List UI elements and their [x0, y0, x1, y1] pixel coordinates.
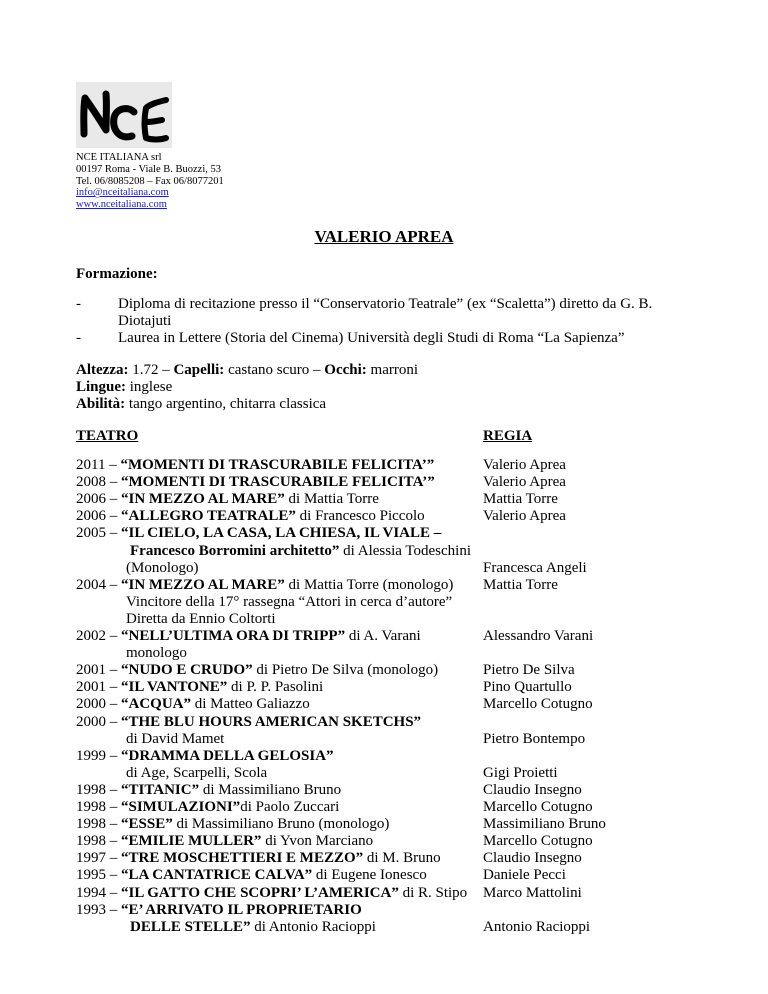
entry-director: Mattia Torre: [483, 491, 558, 507]
entry-year: 2001 –: [76, 679, 121, 695]
teatro-entry: [126, 560, 199, 577]
altezza-label: Altezza:: [76, 362, 129, 378]
entry-year: 2006 –: [76, 491, 121, 507]
entry-director: Marco Mattolini: [483, 885, 582, 901]
entry-year: 2005 –: [76, 525, 121, 541]
entry-title: “MOMENTI DI TRASCURABILE FELICITA’”: [120, 457, 435, 473]
entry-year: 2004 –: [76, 577, 121, 593]
abilita-label: Abilità:: [76, 396, 126, 412]
entry-director: Valerio Aprea: [483, 457, 566, 473]
entry-author: di Alessia Todeschini: [339, 543, 471, 559]
teatro-entry: [130, 919, 376, 936]
formazione-item: Diploma di recitazione presso il “Conservatorio Teatrale” (ex “Scaletta”) diretto da G. B.: [118, 296, 653, 312]
entry-author: di Matteo Galiazzo: [191, 696, 310, 712]
entry-author: (Monologo): [126, 560, 199, 576]
entry-author: di Paolo Zuccari: [240, 799, 340, 815]
entry-author: Vincitore della 17° rassegna “Attori in cerca d’autore”: [126, 594, 453, 610]
capelli-label: Capelli:: [173, 362, 225, 378]
entry-year: 1994 –: [76, 885, 121, 901]
formazione-item-cont: Diotajuti: [118, 313, 172, 329]
company-address: 00197 Roma - Viale B. Buozzi, 53: [76, 163, 221, 175]
company-email-link[interactable]: info@nceitaliana.com: [76, 187, 169, 199]
entry-title: “IL CIELO, LA CASA, LA CHIESA, IL VIALE –: [121, 525, 442, 541]
entry-director: Mattia Torre: [483, 577, 558, 593]
entry-author: di Pietro De Silva (monologo): [252, 662, 439, 678]
entry-director: Pino Quartullo: [483, 679, 572, 695]
entry-author: di Massimiliano Bruno (monologo): [172, 816, 390, 832]
lingue-value: inglese: [126, 379, 173, 395]
entry-author: Diretta da Ennio Coltorti: [126, 611, 276, 627]
formazione-heading: Formazione:: [76, 266, 158, 282]
formazione-bullet: -: [76, 296, 81, 312]
entry-director: Gigi Proietti: [483, 765, 558, 781]
entry-director: Marcello Cotugno: [483, 696, 593, 712]
entry-year: 2008 –: [76, 474, 121, 490]
entry-title: “NUDO E CRUDO”: [121, 662, 253, 678]
teatro-entry: [76, 799, 339, 816]
entry-title: “TITANIC”: [121, 782, 200, 798]
teatro-entry: [76, 577, 453, 594]
entry-director: Pietro Bontempo: [483, 731, 586, 747]
entry-director: Daniele Pecci: [483, 867, 566, 883]
company-name: NCE ITALIANA srl: [76, 152, 162, 163]
entry-year: 1995 –: [76, 867, 121, 883]
teatro-entry: [76, 748, 334, 765]
entry-author: monologo: [126, 645, 187, 661]
teatro-entry: [76, 662, 438, 679]
teatro-entry: [126, 611, 276, 628]
entry-title: DELLE STELLE”: [130, 919, 251, 935]
entry-year: 2001 –: [76, 662, 121, 678]
entry-title: “MOMENTI DI TRASCURABILE FELICITA’”: [121, 474, 435, 490]
entry-director: Francesca Angeli: [483, 560, 587, 576]
teatro-entry: [76, 508, 425, 525]
entry-author: di Antonio Racioppi: [250, 919, 376, 935]
entry-title: Francesco Borromini architetto”: [130, 543, 340, 559]
teatro-entry: [126, 731, 224, 748]
entry-director: Claudio Insegno: [483, 782, 582, 798]
teatro-entry: [76, 679, 323, 696]
entry-title: “IL VANTONE”: [121, 679, 228, 695]
teatro-entry: [76, 714, 421, 731]
entry-title: “TRE MOSCHETTIERI E MEZZO”: [121, 850, 364, 866]
entry-author: di Mattia Torre (monologo): [284, 577, 454, 593]
entry-director: Massimiliano Bruno: [483, 816, 606, 832]
entry-author: di M. Bruno: [363, 850, 441, 866]
regia-heading: REGIA: [483, 428, 533, 444]
teatro-entry: [76, 457, 434, 474]
entry-author: di P. P. Pasolini: [227, 679, 324, 695]
entry-title: “E’ ARRIVATO IL PROPRIETARIO: [121, 902, 362, 918]
entry-title: “IN MEZZO AL MARE”: [121, 491, 285, 507]
info-line-physical: [76, 362, 418, 379]
entry-year: 2002 –: [76, 628, 121, 644]
entry-title: “ACQUA”: [121, 696, 191, 712]
entry-title: “NELL’ULTIMA ORA DI TRIPP”: [121, 628, 346, 644]
formazione-item: Laurea in Lettere (Storia del Cinema) Università degli Studi di Roma “La Sapienza”: [118, 330, 625, 346]
entry-author: di Mattia Torre: [284, 491, 379, 507]
entry-director: Antonio Racioppi: [483, 919, 591, 935]
teatro-entry: [76, 782, 341, 799]
nce-logo: [76, 82, 172, 148]
entry-year: 2000 –: [76, 714, 121, 730]
entry-year: 1998 –: [76, 799, 121, 815]
teatro-entry: [76, 696, 310, 713]
teatro-entry: [76, 902, 362, 919]
entry-author: di Francesco Piccolo: [295, 508, 425, 524]
entry-author: di David Mamet: [126, 731, 225, 747]
entry-year: 1997 –: [76, 850, 121, 866]
teatro-entry: [76, 491, 379, 508]
entry-author: di R. Stipo: [398, 885, 468, 901]
entry-title: “LA CANTATRICE CALVA”: [121, 867, 313, 883]
teatro-entry: [76, 850, 441, 867]
entry-director: Valerio Aprea: [483, 508, 566, 524]
entry-year: 1998 –: [76, 782, 121, 798]
entry-title: “EMILIE MULLER”: [121, 833, 262, 849]
entry-title: “IL GATTO CHE SCOPRI’ L’AMERICA”: [121, 885, 399, 901]
entry-year: 2006 –: [76, 508, 121, 524]
teatro-entry: [76, 525, 441, 542]
company-phone: Tel. 06/8085208 – Fax 06/8077201: [76, 175, 224, 187]
teatro-entry: [76, 474, 435, 491]
entry-director: Claudio Insegno: [483, 850, 582, 866]
entry-title: “ALLEGRO TEATRALE”: [121, 508, 296, 524]
teatro-entry: [126, 594, 452, 611]
lingue-label: Lingue:: [76, 379, 127, 395]
entry-year: 2000 –: [76, 696, 121, 712]
teatro-entry: [130, 543, 471, 560]
entry-title: “ESSE”: [121, 816, 173, 832]
teatro-entry: [76, 628, 421, 645]
teatro-entry: [126, 645, 187, 662]
teatro-entry: [76, 885, 467, 902]
entry-author: di Eugene Ionesco: [312, 867, 427, 883]
info-line-lingue: [76, 379, 172, 396]
entry-author: di Age, Scarpelli, Scola: [126, 765, 268, 781]
capelli-value: castano scuro –: [224, 362, 325, 378]
teatro-entry: [76, 867, 427, 884]
entry-director: Marcello Cotugno: [483, 799, 593, 815]
entry-author: di Massimiliano Bruno: [199, 782, 342, 798]
company-info: [76, 152, 224, 211]
entry-year: 1998 –: [76, 816, 121, 832]
entry-year: 1993 –: [76, 902, 121, 918]
entry-director: Marcello Cotugno: [483, 833, 593, 849]
entry-author: di Yvon Marciano: [261, 833, 374, 849]
entry-director: Valerio Aprea: [483, 474, 566, 490]
teatro-entry: [76, 816, 389, 833]
altezza-value: 1.72 –: [128, 362, 174, 378]
entry-author: di A. Varani: [345, 628, 421, 644]
entry-director: Alessandro Varani: [483, 628, 594, 644]
entry-year: 2011 –: [76, 457, 121, 473]
occhi-label: Occhi:: [324, 362, 367, 378]
entry-year: 1999 –: [76, 748, 121, 764]
entry-title: “THE BLU HOURS AMERICAN SKETCHS”: [121, 714, 422, 730]
entry-director: Pietro De Silva: [483, 662, 575, 678]
teatro-entry: [76, 833, 373, 850]
company-website-link[interactable]: www.nceitaliana.com: [76, 199, 167, 211]
entry-year: 1998 –: [76, 833, 121, 849]
abilita-value: tango argentino, chitarra classica: [125, 396, 327, 412]
teatro-heading: TEATRO: [76, 428, 139, 444]
page-title: VALERIO APREA: [314, 227, 454, 246]
entry-title: “DRAMMA DELLA GELOSIA”: [121, 748, 334, 764]
entry-title: “IN MEZZO AL MARE”: [121, 577, 285, 593]
teatro-entry: [126, 765, 267, 782]
entry-title: “SIMULAZIONI”: [121, 799, 241, 815]
info-line-abilita: [76, 396, 326, 413]
formazione-bullet: -: [76, 330, 81, 346]
occhi-value: marroni: [366, 362, 419, 378]
